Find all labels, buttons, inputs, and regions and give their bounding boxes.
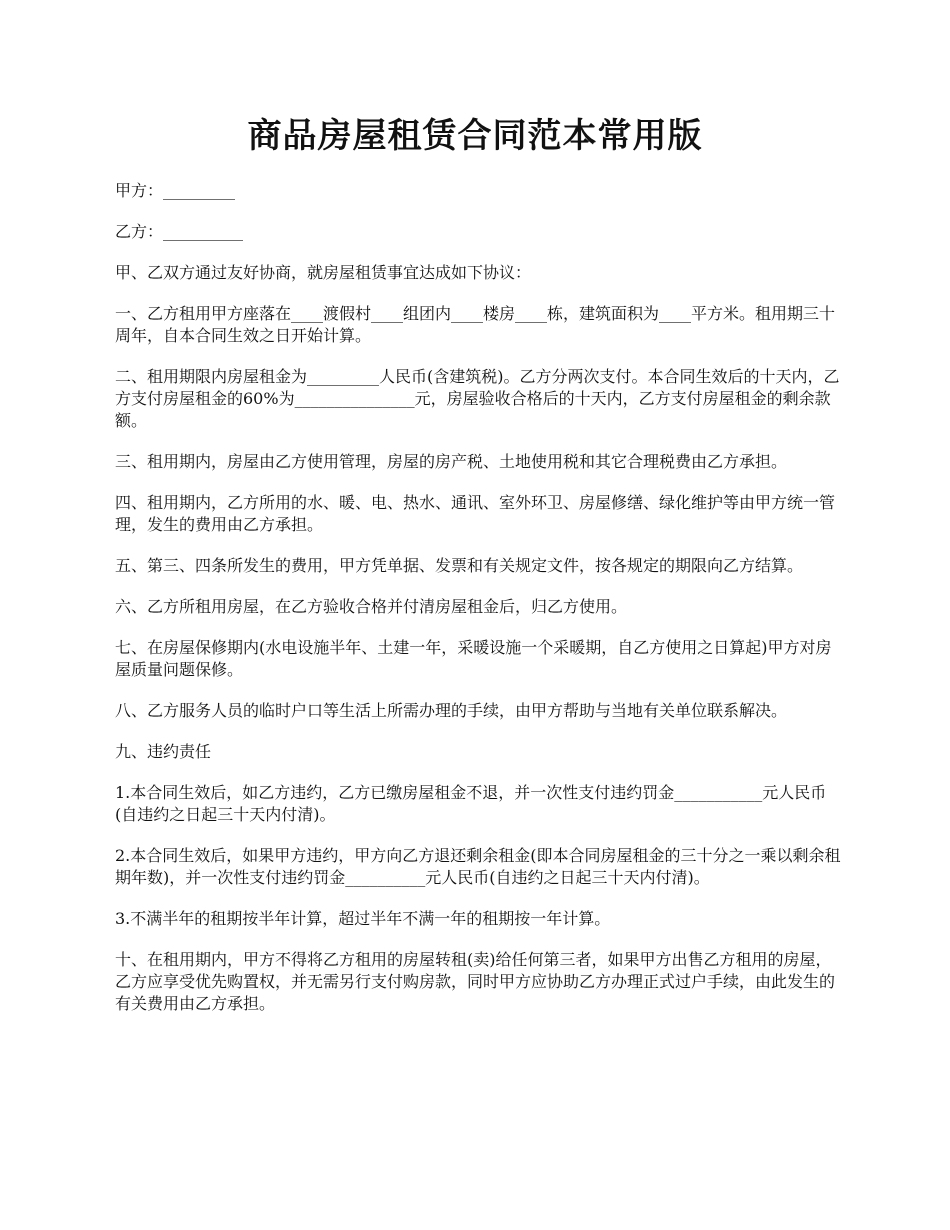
document-body (115, 180, 845, 1034)
clause-7: 七、在房屋保修期内(水电设施半年、土建一年，采暖设施一个采暖期，自乙方使用之日算起)甲方对房屋质量问题保修。 (115, 638, 832, 679)
clause-2: 二、租用期限内房屋租金为_________人民币(含建筑税)。乙方分两次支付。本合同生效后的十天内，乙方支付房屋租金的60%为_______________元，房屋验收合格后的十天内，乙方支付房屋租金的剩余款额。 (115, 367, 840, 430)
clause-9-item-2: 2.本合同生效后，如果甲方违约，甲方向乙方退还剩余租金(即本合同房屋租金的三十分之一乘以剩余租期年数)，并一次性支付违约罚金__________元人民币(自违约之日起三十天内付清)。 (115, 846, 841, 887)
clause-10: 十、在租用期内，甲方不得将乙方租用的房屋转租(卖)给任何第三者，如果甲方出售乙方租用的房屋，乙方应享受优先购置权，并无需另行支付购房款，同时甲方应协助乙方办理正式过户手续，由此发生的有关费用由乙方承担。 (115, 950, 836, 1013)
clause-5: 五、第三、四条所发生的费用，甲方凭单据、发票和有关规定文件，按各规定的期限向乙方结算。 (115, 556, 804, 575)
clause-4: 四、租用期内，乙方所用的水、暖、电、热水、通讯、室外环卫、房屋修缮、绿化维护等由甲方统一管理，发生的费用由乙方承担。 (115, 493, 836, 534)
party-a-line: 甲方：_________ (115, 181, 236, 200)
clause-3: 三、租用期内，房屋由乙方使用管理，房屋的房产税、土地使用税和其它合理税费由乙方承担。 (115, 452, 788, 471)
clause-9-heading: 九、违约责任 (115, 742, 212, 761)
document-title: 商品房屋租赁合同范本常用版 (247, 116, 703, 156)
clause-6: 六、乙方所租用房屋，在乙方验收合格并付清房屋租金后，归乙方使用。 (115, 597, 628, 616)
preamble: 甲、乙双方通过友好协商，就房屋租赁事宜达成如下协议： (115, 263, 532, 282)
party-b-line: 乙方：__________ (115, 222, 244, 241)
clause-9-item-1: 1.本合同生效后，如乙方违约，乙方已缴房屋租金不退，并一次性支付违约罚金___________元人民币(自违约之日起三十天内付清)。 (115, 783, 827, 824)
clause-9-item-3: 3.不满半年的租期按半年计算，超过半年不满一年的租期按一年计算。 (115, 909, 611, 928)
clause-1: 一、乙方租用甲方座落在____渡假村____组团内____楼房____栋，建筑面积为____平方米。租用期三十周年，自本合同生效之日开始计算。 (115, 304, 836, 345)
clause-8: 八、乙方服务人员的临时户口等生活上所需办理的手续，由甲方帮助与当地有关单位联系解决。 (115, 701, 788, 720)
